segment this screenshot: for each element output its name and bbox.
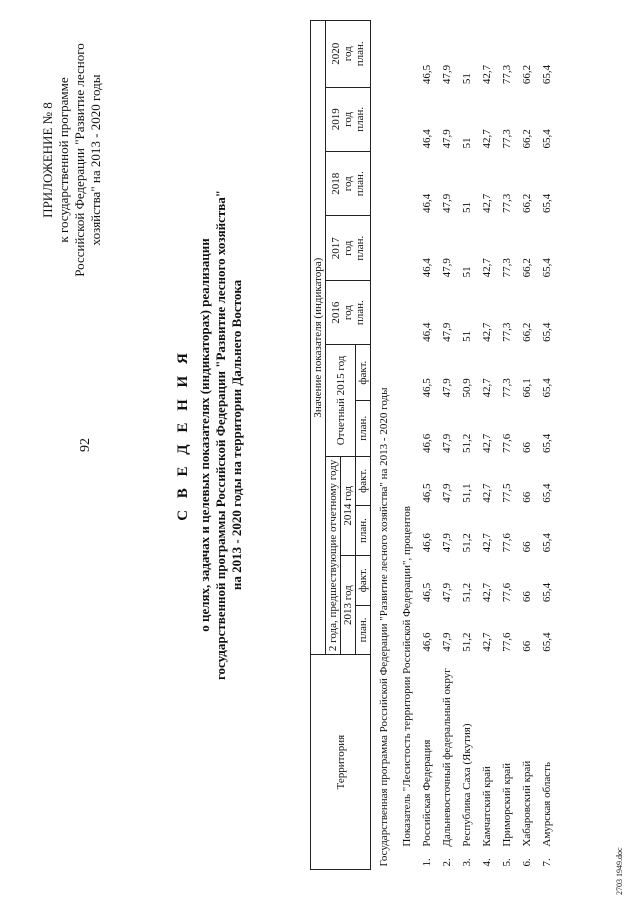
- indicator-value: 46,4: [421, 129, 433, 149]
- annex-header: [40, 0, 104, 320]
- heading-title: С В Е Д Е Н И Я: [175, 349, 191, 521]
- header-plan: план.: [356, 506, 371, 556]
- indicator-value: 42,7: [481, 129, 493, 149]
- indicator-value: 66: [521, 640, 533, 652]
- document-heading: [175, 115, 245, 755]
- row-number: 2.: [441, 858, 453, 867]
- header-2015: Отчетный 2015 год: [326, 345, 356, 456]
- indicator-value: 46,6: [421, 533, 433, 553]
- indicator-value: 66: [521, 591, 533, 603]
- indicator-value: 42,7: [481, 378, 493, 398]
- indicator-value: 65,4: [541, 64, 553, 85]
- indicator-value: 47,9: [441, 64, 453, 85]
- row-number: 4.: [481, 858, 493, 867]
- header-plan: план.: [356, 605, 371, 655]
- indicator-value: 65,4: [541, 433, 553, 454]
- indicator-value: 42,7: [481, 533, 493, 553]
- indicator-value: 65,4: [541, 483, 553, 503]
- heading-line: на 2013 - 2020 годы на территории Дальнего Востока: [229, 279, 244, 591]
- table-row: [497, 21, 517, 870]
- territory-name: Камчатский край: [481, 766, 493, 847]
- indicator-value: 47,9: [441, 433, 453, 454]
- header-2014: 2014 год: [341, 456, 356, 555]
- indicator-value: 51: [461, 266, 473, 278]
- territory-name: Российская Федерация: [421, 739, 433, 847]
- indicator-value: 46,6: [421, 433, 433, 454]
- indicator-value: 51: [461, 73, 473, 85]
- header-year-2016: 2016 год план.: [326, 280, 371, 344]
- indicator-value: 51: [461, 330, 473, 342]
- header-two-years: 2 года, предшествующие отчетному году: [326, 456, 341, 655]
- indicator-value: 46,4: [421, 322, 433, 342]
- indicator-value: 51,2: [461, 632, 473, 652]
- indicator-value: 42,7: [481, 258, 493, 278]
- indicator-value: 77,5: [501, 483, 513, 503]
- indicator-value: 51: [461, 201, 473, 213]
- indicator-value: 66: [521, 442, 533, 454]
- table-row: [537, 21, 557, 870]
- indicator-value: 77,6: [501, 582, 513, 603]
- header-fact: факт.: [356, 555, 371, 605]
- indicator-value: 51,1: [461, 483, 473, 503]
- indicator-value: 42,7: [481, 64, 493, 85]
- indicator-value: 46,4: [421, 193, 433, 213]
- header-fact: факт.: [356, 345, 371, 401]
- indicator-value: 51,2: [461, 533, 473, 553]
- indicator-value: 66: [521, 491, 533, 503]
- row-number: 5.: [501, 858, 513, 867]
- indicator-value: 46,5: [421, 483, 433, 503]
- indicator-value: 42,7: [481, 433, 493, 454]
- indicator-value: 66,1: [521, 378, 533, 398]
- indicator-value: 66,2: [521, 193, 533, 213]
- header-2013: 2013 год: [341, 555, 356, 654]
- header-plan: план.: [356, 400, 371, 456]
- annex-line: ПРИЛОЖЕНИЕ № 8: [40, 102, 55, 218]
- indicator-value: 51,2: [461, 433, 473, 454]
- indicator-value: 46,5: [421, 582, 433, 603]
- header-value: Значение показателя (индикатора): [311, 21, 326, 655]
- annex-line: Российской Федерации "Развитие лесного: [72, 43, 87, 277]
- indicator-value: 47,9: [441, 258, 453, 278]
- indicator-value: 66,2: [521, 322, 533, 342]
- indicator-value: 66,2: [521, 258, 533, 278]
- indicator-value: 77,6: [501, 632, 513, 652]
- indicator-value: 77,3: [501, 193, 513, 213]
- header-fact: факт.: [356, 456, 371, 506]
- indicator-value: 77,3: [501, 322, 513, 342]
- indicator-value: 65,4: [541, 533, 553, 553]
- territory-name: Хабаровский край: [521, 760, 533, 847]
- indicator-value: 77,3: [501, 258, 513, 278]
- header-year-2018: 2018 год план.: [326, 152, 371, 216]
- indicator-value: 47,9: [441, 533, 453, 553]
- header-year-2020: 2020 год план.: [326, 21, 371, 88]
- indicator-value: 47,9: [441, 483, 453, 503]
- file-reference: 2703 1949.doc: [615, 847, 624, 895]
- indicator-value: 46,5: [421, 378, 433, 398]
- indicator-value: 46,4: [421, 258, 433, 278]
- indicator-value: 42,7: [481, 582, 493, 603]
- territory-name: Дальневосточный федеральный округ: [441, 668, 453, 847]
- indicator-value: 47,9: [441, 193, 453, 213]
- header-territory: Территория: [311, 655, 371, 870]
- indicator-value: 42,7: [481, 632, 493, 652]
- page-number: 92: [78, 438, 93, 452]
- table-row: [477, 21, 497, 870]
- indicator-value: 77,3: [501, 64, 513, 85]
- indicator-value: 77,6: [501, 533, 513, 553]
- indicator-value: 47,9: [441, 632, 453, 652]
- indicator-value: 42,7: [481, 193, 493, 213]
- indicator-value: 46,6: [421, 632, 433, 652]
- indicator-value: 65,4: [541, 129, 553, 149]
- indicator-value: 65,4: [541, 193, 553, 213]
- indicator-value: 47,9: [441, 378, 453, 398]
- annex-line: хозяйства" на 2013 - 2020 годы: [88, 74, 103, 246]
- indicator-value: 66: [521, 541, 533, 553]
- indicator-value: 65,4: [541, 322, 553, 342]
- indicator-value: 46,5: [421, 64, 433, 85]
- indicator-table: [310, 20, 557, 870]
- indicator-value: 65,4: [541, 258, 553, 278]
- heading-line: о целях, задачах и целевых показателях (индикаторах) реализации: [197, 238, 212, 632]
- indicator-value: 47,9: [441, 129, 453, 149]
- table-row: [517, 21, 537, 870]
- header-year-2019: 2019 год план.: [326, 87, 371, 151]
- heading-line: государственной программы Российской Федерации "Развитие лесного хозяйства": [213, 189, 228, 681]
- indicator-value: 65,4: [541, 632, 553, 652]
- indicator-value: 66,2: [521, 129, 533, 149]
- territory-name: Республика Саха (Якутия): [461, 723, 473, 847]
- indicator-value: 42,7: [481, 322, 493, 342]
- row-number: 7.: [541, 858, 553, 867]
- table-row: [437, 21, 457, 870]
- indicator-value: 51,2: [461, 582, 473, 603]
- row-number: 6.: [521, 858, 533, 867]
- table-row: [457, 21, 477, 870]
- indicator-value: 42,7: [481, 483, 493, 503]
- territory-name: Приморский край: [501, 762, 513, 847]
- annex-line: к государственной программе: [56, 77, 71, 243]
- indicator-value: 47,9: [441, 582, 453, 603]
- indicator-value: 65,4: [541, 582, 553, 603]
- program-row: Государственная программа Российской Федерации "Развитие лесного хозяйства" на 2013 - 2020 годы: [378, 387, 390, 867]
- row-number: 1.: [421, 858, 433, 867]
- indicator-value: 77,3: [501, 129, 513, 149]
- indicator-value: 51: [461, 137, 473, 149]
- table-row: [417, 21, 437, 870]
- territory-name: Амурская область: [541, 762, 553, 847]
- indicator-value: 50,9: [461, 378, 473, 398]
- indicator-row: Показатель "Лесистость территории Российской Федерации", процентов: [401, 506, 413, 847]
- row-number: 3.: [461, 858, 473, 867]
- indicator-value: 77,6: [501, 433, 513, 454]
- indicator-value: 65,4: [541, 378, 553, 398]
- indicator-value: 66,2: [521, 64, 533, 85]
- indicator-value: 77,3: [501, 378, 513, 398]
- header-year-2017: 2017 год план.: [326, 216, 371, 280]
- indicator-value: 47,9: [441, 322, 453, 342]
